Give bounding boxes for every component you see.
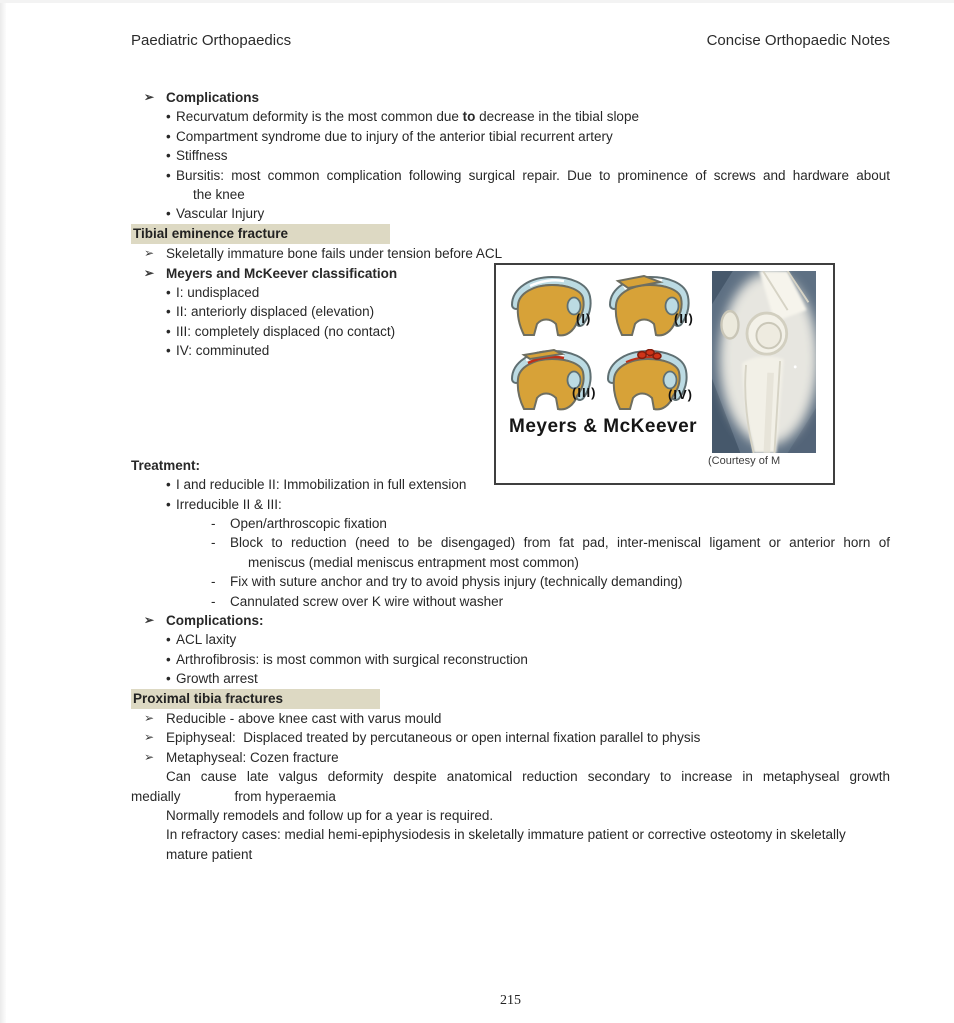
paragraph-word-hyperaemia: from hyperaemia [234, 788, 336, 804]
bullet-text: Recurvatum deformity is the most common due [176, 109, 463, 125]
figure-label-iv: (IV) [668, 387, 693, 402]
knee-diagram-type-1 [510, 275, 594, 341]
page-edge-top [0, 0, 954, 3]
highlight-heading-row [131, 689, 890, 709]
item-text: Metaphyseal: Cozen fracture [166, 749, 339, 765]
heading-treatment: Treatment: [131, 457, 201, 473]
bullet-icon: • [166, 343, 171, 359]
paragraph-refractory-line2: mature patient [166, 846, 253, 862]
subitem-open-fixation [131, 514, 890, 533]
knee-xray-image [712, 271, 816, 453]
item-reducible [131, 709, 890, 728]
heading-text: Complications [166, 90, 260, 105]
item-epiphyseal [131, 728, 890, 747]
bullet-icon: • [166, 651, 171, 667]
heading-text: Complications: [166, 612, 264, 628]
item-text: Epiphyseal: Displaced treated by percutaneous or open internal fixation parallel to physis [166, 730, 701, 746]
bullet-icon: • [166, 109, 171, 125]
bullet-icon: • [166, 323, 171, 339]
highlight-heading-proximal-tibia-fractures: Proximal tibia fractures [131, 689, 380, 709]
subitem-text: Open/arthroscopic fixation [230, 515, 387, 531]
bullet-text-bold: to [462, 109, 476, 125]
figure-label-ii: (II) [674, 311, 694, 326]
bullet-arthrofibrosis [131, 650, 890, 669]
bullet-recurvatum [131, 107, 890, 126]
page-edge-shadow [0, 0, 6, 1023]
bullet-text: Vascular Injury [176, 206, 265, 222]
knee-diagram-type-4 [606, 349, 690, 415]
heading-complications-2 [131, 611, 890, 630]
bullet-acl-laxity [131, 630, 890, 649]
arrow-bullet-icon: ➢ [144, 730, 155, 745]
subitem-block-to-reduction [131, 533, 890, 572]
paragraph-cozen-valgus [131, 767, 890, 806]
figure-label-iii: (III) [572, 385, 597, 400]
bullet-bursitis [131, 166, 890, 205]
bullet-text: Compartment syndrome due to injury of the anterior tibial recurrent artery [176, 128, 613, 144]
classification-figure [494, 263, 835, 485]
dash-icon: - [211, 515, 216, 531]
bullet-text-line2: the knee [193, 187, 245, 203]
bullet-text: Irreducible II & III: [176, 496, 282, 512]
item-text: Reducible - above knee cast with varus mould [166, 710, 442, 726]
figure-label-i: (I) [576, 311, 592, 326]
running-header-right: Concise Orthopaedic Notes [706, 32, 890, 49]
paragraph-line1: Can cause late valgus deformity despite anatomical reduction secondary to increase in metaphyseal growth [166, 769, 890, 785]
paragraph-word-medially: medially [131, 788, 181, 804]
subitem-text-line2: meniscus (medial meniscus entrapment most common) [248, 554, 579, 570]
arrow-bullet-icon: ➢ [144, 90, 155, 104]
bullet-icon: • [166, 167, 171, 183]
bullet-icon: • [166, 496, 171, 512]
bullet-icon: • [166, 148, 171, 164]
dash-icon: - [211, 574, 216, 590]
bullet-compartment [131, 127, 890, 146]
bullet-icon: • [166, 304, 171, 320]
page-number: 215 [500, 993, 521, 1008]
figure-title: Meyers & McKeever [509, 416, 698, 437]
dash-icon: - [211, 593, 216, 609]
arrow-bullet-icon: ➢ [144, 710, 155, 725]
item-text: Skeletally immature bone fails under tension before ACL [166, 246, 503, 262]
figure-caption: (Courtesy of M [708, 455, 781, 467]
item-skeletally-immature [131, 244, 890, 263]
subitem-suture-anchor [131, 572, 890, 591]
arrow-bullet-icon: ➢ [144, 265, 155, 280]
arrow-bullet-icon: ➢ [144, 612, 155, 627]
paragraph-remodels: Normally remodels and follow up for a year is required. [166, 808, 494, 823]
bullet-text: Arthrofibrosis: is most common with surgical reconstruction [176, 651, 528, 667]
running-header [131, 32, 890, 49]
bullet-icon: • [166, 285, 171, 301]
heading-complications-1 [131, 88, 890, 107]
bullet-text: IV: comminuted [176, 343, 270, 359]
arrow-bullet-icon: ➢ [144, 749, 155, 764]
bullet-text: III: completely displaced (no contact) [176, 323, 396, 339]
subitem-text-line1: Block to reduction (need to be disengaged) from fat pad, inter-meniscal ligament or anterior horn of [230, 535, 890, 551]
bullet-text: decrease in the tibial slope [475, 109, 639, 125]
dash-icon: - [211, 535, 216, 551]
bullet-icon: • [166, 632, 171, 648]
bullet-text: I and reducible II: Immobilization in full extension [176, 477, 467, 493]
heading-text: Meyers and McKeever classification [166, 265, 398, 281]
bullet-text: ACL laxity [176, 632, 237, 648]
item-metaphyseal [131, 748, 890, 767]
knee-diagram-type-3 [510, 349, 594, 415]
bullet-vascular [131, 204, 890, 223]
bullet-text: Growth arrest [176, 671, 258, 687]
highlight-heading-row [131, 224, 890, 244]
bullet-text: II: anteriorly displaced (elevation) [176, 304, 375, 320]
paragraph-refractory-line1: In refractory cases: medial hemi-epiphysiodesis in skeletally immature patient or corrective osteotomy in skeletally [166, 827, 846, 843]
bullet-icon: • [166, 128, 171, 144]
bullet-text: I: undisplaced [176, 285, 260, 301]
paragraph-line2 [131, 787, 890, 806]
highlight-heading-tibial-eminence-fracture: Tibial eminence fracture [131, 224, 390, 244]
bullet-icon: • [166, 206, 171, 222]
subitem-text: Cannulated screw over K wire without washer [230, 593, 504, 609]
arrow-bullet-icon: ➢ [144, 246, 155, 261]
bullet-text: Stiffness [176, 148, 228, 164]
bullet-growth-arrest [131, 669, 890, 688]
bullet-icon: • [166, 671, 171, 687]
running-header-left: Paediatric Orthopaedics [131, 32, 292, 49]
subitem-text: Fix with suture anchor and try to avoid physis injury (technically demanding) [230, 574, 683, 590]
bullet-icon: • [166, 477, 171, 493]
bullet-text-line1: Bursitis: most common complication following surgical repair. Due to prominence of screws and hardware about [176, 167, 890, 183]
knee-diagram-type-2 [608, 275, 692, 341]
bullet-stiffness [131, 146, 890, 165]
bullet-treatment-2 [131, 495, 890, 514]
subitem-cannulated-screw [131, 592, 890, 611]
